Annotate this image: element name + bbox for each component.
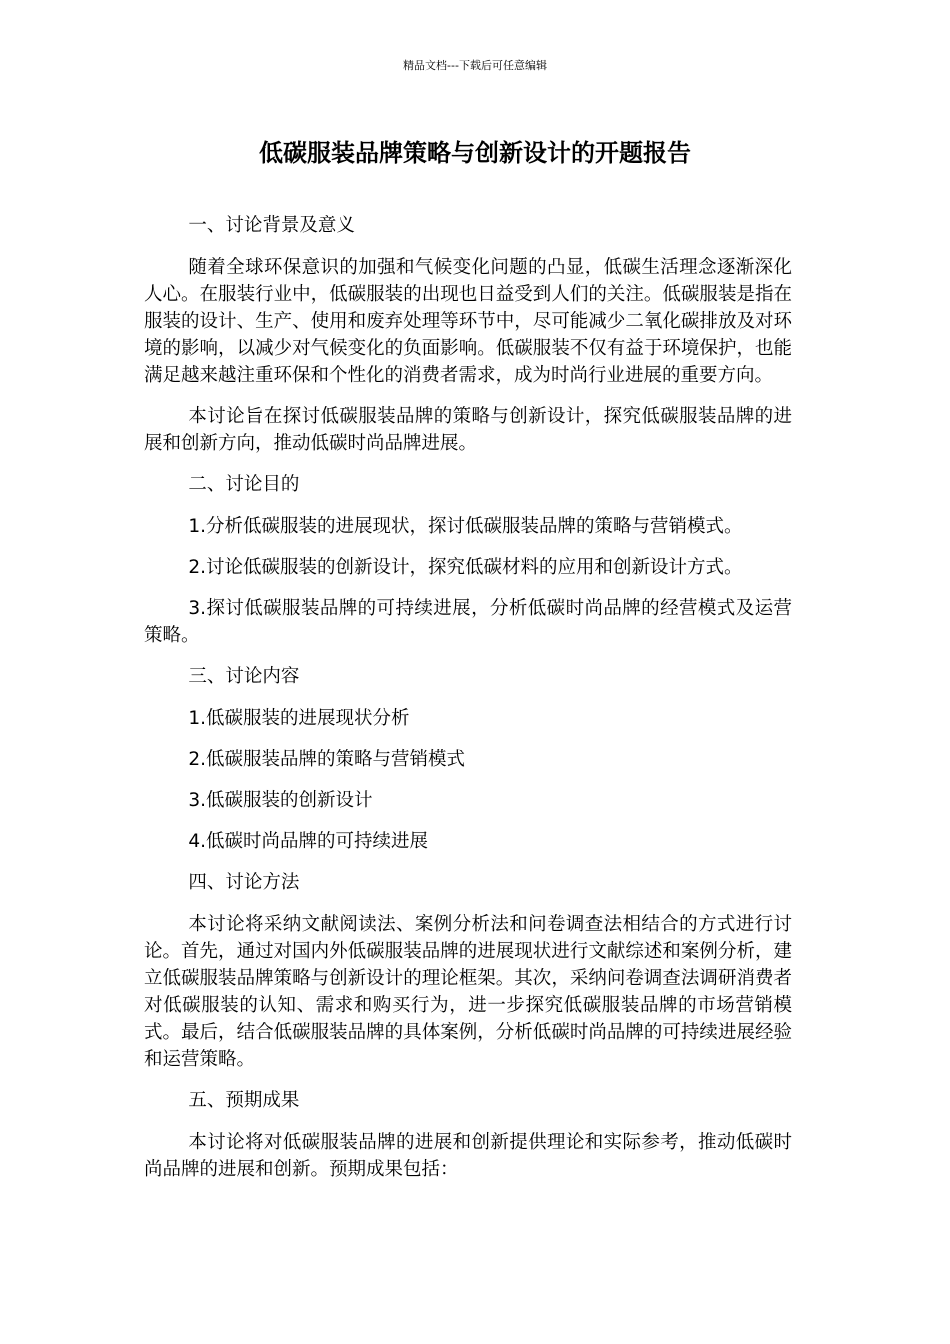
paragraph-method: 本讨论将采纳文献阅读法、案例分析法和问卷调查法相结合的方式进行讨论。首先，通过对国内外低碳服装品牌的进展现状进行文献综述和案例分析，建立低碳服装品牌策略与创新设计的理论框架。其次，采纳问卷调查法调研消费者对低碳服装的认知、需求和购买行为，进一步探究低碳服装品牌的市场营销模式。最后，结合低碳服装品牌的具体案例，分析低碳时尚品牌的可持续进展经验和运营策略。 [144, 914, 792, 1070]
section-heading-content: 三、讨论内容 [188, 666, 300, 687]
paragraph-expected-results: 本讨论将对低碳服装品牌的进展和创新提供理论和实际参考，推动低碳时尚品牌的进展和创新。预期成果包括： [144, 1132, 792, 1180]
list-item-purpose-3: 3.探讨低碳服装品牌的可持续进展，分析低碳时尚品牌的经营模式及运营策略。 [144, 598, 792, 646]
list-item-content-2: 2.低碳服装品牌的策略与营销模式 [188, 749, 466, 770]
list-item-purpose-1: 1.分析低碳服装的进展现状，探讨低碳服装品牌的策略与营销模式。 [188, 516, 743, 537]
section-heading-purpose: 二、讨论目的 [188, 474, 300, 495]
document-body [144, 212, 792, 1197]
paragraph-background-1: 随着全球环保意识的加强和气候变化问题的凸显，低碳生活理念逐渐深化人心。在服装行业中，低碳服装的出现也日益受到人们的关注。低碳服装是指在服装的设计、生产、使用和废弃处理等环节中，尽可能减少二氧化碳排放及对环境的影响，以减少对气候变化的负面影响。低碳服装不仅有益于环境保护，也能满足越来越注重环保和个性化的消费者需求，成为时尚行业进展的重要方向。 [144, 257, 792, 386]
section-heading-method: 四、讨论方法 [188, 872, 300, 893]
list-item-content-3: 3.低碳服装的创新设计 [188, 790, 373, 811]
list-item-content-1: 1.低碳服装的进展现状分析 [188, 708, 410, 729]
paragraph-background-2: 本讨论旨在探讨低碳服装品牌的策略与创新设计，探究低碳服装品牌的进展和创新方向，推动低碳时尚品牌进展。 [144, 406, 792, 454]
section-heading-background: 一、讨论背景及意义 [188, 215, 355, 236]
section-heading-expected-results: 五、预期成果 [188, 1090, 300, 1111]
header-note: 精品文档---下载后可任意编辑 [403, 59, 547, 72]
document-title: 低碳服装品牌策略与创新设计的开题报告 [259, 139, 691, 167]
list-item-purpose-2: 2.讨论低碳服装的创新设计，探究低碳材料的应用和创新设计方式。 [188, 557, 743, 578]
list-item-content-4: 4.低碳时尚品牌的可持续进展 [188, 831, 429, 852]
